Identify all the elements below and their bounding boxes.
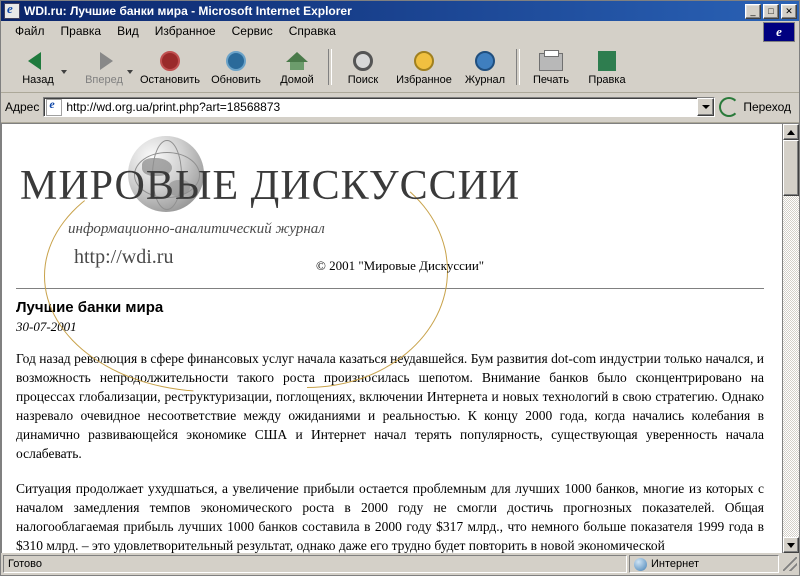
- toolbar-button-back[interactable]: [5, 44, 71, 90]
- edit-page-icon: [595, 49, 619, 73]
- article-date: 30-07-2001: [16, 319, 77, 334]
- masthead-subtitle: информационно-аналитический журнал: [68, 221, 325, 237]
- security-zone-label: Интернет: [651, 558, 699, 570]
- toolbar-label-refresh: Обновить: [211, 73, 261, 86]
- minimize-button[interactable]: _: [745, 4, 761, 19]
- toolbar-label-home: Домой: [280, 73, 314, 86]
- menu-edit[interactable]: Правка: [60, 24, 102, 38]
- site-masthead: [16, 124, 764, 284]
- chevron-down-icon-forward[interactable]: [127, 70, 133, 74]
- toolbar-label-back: Назад: [22, 73, 54, 86]
- maximize-button[interactable]: □: [763, 4, 779, 19]
- masthead-url[interactable]: http://wdi.ru: [74, 246, 174, 268]
- resize-grip[interactable]: [783, 557, 797, 571]
- go-arrow-icon: [719, 97, 739, 117]
- window-controls: [745, 4, 797, 19]
- toolbar-label-favorites: Избранное: [396, 73, 452, 86]
- address-dropdown-button[interactable]: [697, 98, 714, 116]
- toolbar-label-edit: Правка: [588, 73, 626, 86]
- toolbar-button-history[interactable]: [457, 44, 513, 90]
- home-icon: [285, 49, 309, 73]
- menu-favorites[interactable]: Избранное: [154, 24, 216, 38]
- page-icon: [46, 99, 62, 116]
- web-page: [2, 124, 782, 553]
- scrollbar-track[interactable]: [783, 140, 799, 537]
- article-paragraph: Год назад революция в сфере финансовых услуг начала казаться неудавшейся. Бум развития dot-com индустрии только начался, и возможность непродолжительности такого роста произносилась шепотом. Внимание банков было сконцентрировано на процессах глобализации, реструктуризации, поглощениях, включении Интернета и новых технологий в свою стратегию. Однако назревало очевидное несоответствие между ожиданиями и реальностью. К концу 2000 года, когда начались колебания в динамично развивающейся экономике США и Интернет начал терять популярность, существующая уверенность начала ослабевать.: [16, 351, 764, 461]
- internet-zone-icon: [634, 558, 647, 571]
- scroll-up-button[interactable]: [783, 124, 799, 140]
- vertical-scrollbar[interactable]: [782, 124, 799, 553]
- toolbar-button-forward[interactable]: [71, 44, 137, 90]
- toolbar-button-edit[interactable]: [579, 44, 635, 90]
- status-text: Готово: [3, 555, 627, 573]
- back-arrow-icon: [26, 49, 50, 73]
- favorites-star-icon: [412, 49, 436, 73]
- chevron-down-icon-address: [702, 105, 710, 109]
- article-paragraph: Ситуация продолжает ухудшаться, а увеличение прибыли остается проблемным для лучших 1000 банков, многие из которых с началом замедления темпов экономического роста в 2000 году не смогли достичь прогнозных показателей. Общая налогооблагаемая прибыль лучших 1000 банков составила в 2000 году $317 млрд., что немного больше показателя 1999 года в $310 млрд. – это удовлетворительный результат, однако даже его трудно будет повторить в новой экономической: [16, 481, 764, 553]
- close-button[interactable]: ✕: [781, 4, 797, 19]
- toolbar-button-home[interactable]: [269, 44, 325, 90]
- status-bar: [1, 553, 799, 575]
- toolbar-button-print[interactable]: [523, 44, 579, 90]
- refresh-icon: [224, 49, 248, 73]
- toolbar-separator-1: [328, 49, 332, 85]
- forward-arrow-icon: [92, 49, 116, 73]
- toolbar-button-stop[interactable]: [137, 44, 203, 90]
- go-button-label: Переход: [743, 100, 791, 114]
- stop-icon: [158, 49, 182, 73]
- ie-logo-glyph: e: [776, 24, 782, 39]
- scrollbar-thumb[interactable]: [783, 140, 799, 196]
- toolbar-button-refresh[interactable]: [203, 44, 269, 90]
- toolbar: [1, 42, 799, 93]
- toolbar-label-forward: Вперед: [85, 73, 123, 86]
- chevron-down-icon-scroll: [787, 543, 795, 548]
- menu-file[interactable]: Файл: [15, 24, 45, 38]
- toolbar-button-search[interactable]: [335, 44, 391, 90]
- address-input[interactable]: http://wd.org.ua/print.php?art=18568873: [66, 100, 281, 114]
- article-title: Лучшие банки мира: [16, 299, 164, 316]
- window-title: WDI.ru: Лучшие банки мира - Microsoft Internet Explorer: [24, 4, 352, 18]
- ie-logo-icon: [763, 22, 795, 42]
- scroll-down-button[interactable]: [783, 537, 799, 553]
- address-label: Адрес: [5, 100, 40, 114]
- toolbar-label-history: Журнал: [464, 73, 506, 86]
- title-bar: [1, 1, 799, 21]
- history-icon: [473, 49, 497, 73]
- ie-page-icon: [4, 3, 20, 19]
- chevron-up-icon: [787, 130, 795, 135]
- menu-view[interactable]: Вид: [117, 24, 139, 38]
- menu-help[interactable]: Справка: [288, 24, 336, 38]
- chevron-down-icon[interactable]: [61, 70, 67, 74]
- address-combo[interactable]: [43, 97, 715, 117]
- toolbar-button-favorites[interactable]: [391, 44, 457, 90]
- toolbar-label-stop: Остановить: [139, 73, 201, 86]
- menu-bar: [1, 21, 799, 42]
- go-button[interactable]: [715, 97, 797, 117]
- masthead-title: МИРОВЫЕ ДИСКУССИИ: [20, 163, 521, 209]
- copyright-notice: © 2001 "Мировые Дискуссии": [316, 258, 485, 273]
- address-bar: [1, 93, 799, 123]
- print-icon: [539, 49, 563, 73]
- security-zone[interactable]: [629, 555, 779, 573]
- menu-tools[interactable]: Сервис: [231, 24, 273, 38]
- toolbar-label-print: Печать: [532, 73, 570, 86]
- content-area: [1, 123, 799, 553]
- search-icon: [351, 49, 375, 73]
- toolbar-label-search: Поиск: [347, 73, 379, 86]
- toolbar-separator-2: [516, 49, 520, 85]
